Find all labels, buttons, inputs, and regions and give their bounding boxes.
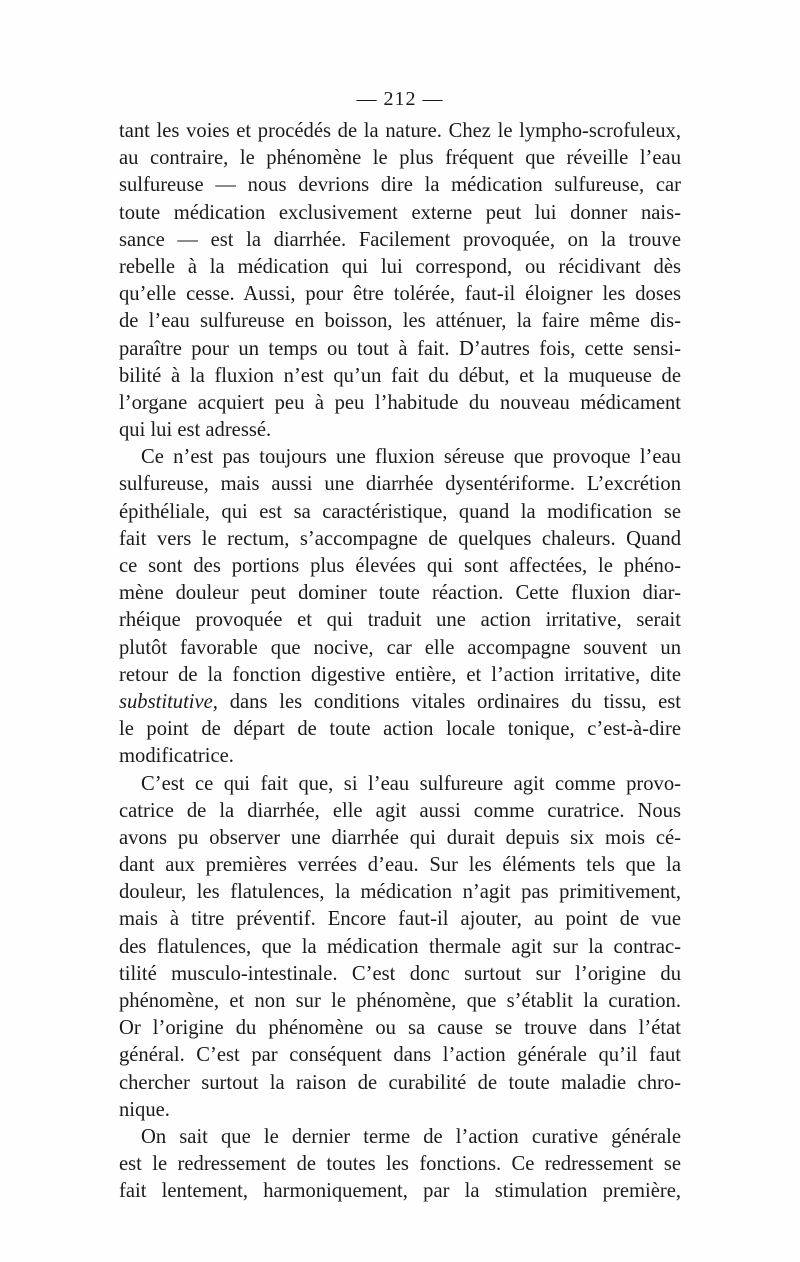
text-line [119,961,681,988]
line-text: paraître pour un temps ou tout à fait. D’autres fois, cette sensi- [119,337,681,360]
text-line [119,145,681,172]
line-text: modificatrice. [119,745,234,768]
text-line [119,607,681,634]
text-line [119,1097,681,1124]
line-text: tant les voies et procédés de la nature. Chez le lympho-scrofuleux, [119,120,681,142]
line-text: fait vers le rectum, s’accompagne de quelques chaleurs. Quand [119,527,681,550]
line-text: le point de départ de toute action locale tonique, c’est-à-dire [119,718,681,741]
text-line [119,1151,681,1178]
body-text [119,118,681,1206]
line-text: avons pu observer une diarrhée qui durait depuis six mois cé- [119,826,681,849]
text-line [119,471,681,498]
text-line [119,1015,681,1042]
text-line [119,172,681,199]
line-text: Ce n’est pas toujours une fluxion séreuse que provoque l’eau [141,446,681,469]
line-text: ce sont des portions plus élevées qui sont affectées, le phéno- [119,555,681,577]
line-text: qui lui est adressé. [119,419,272,442]
line-text: sulfureuse, mais aussi une diarrhée dysentériforme. L’excrétion [119,473,681,496]
line-text: On sait que le dernier terme de l’action curative générale [141,1125,681,1148]
text-line [119,308,681,335]
line-text: épithéliale, qui est sa caractéristique, quand la modification se [119,500,681,523]
text-line [119,852,681,879]
text-line [119,499,681,526]
text-line [119,662,681,689]
text-line [119,336,681,363]
text-line [119,254,681,281]
line-text: douleur, les flatulences, la médication n’agit pas primitivement, [119,881,681,904]
text-line [119,879,681,906]
text-line [119,1042,681,1069]
line-text: catrice de la diarrhée, elle agit aussi comme curatrice. Nous [119,799,681,822]
text-line [119,553,681,580]
text-line [119,281,681,308]
line-text: rhéique provoquée et qui traduit une action irritative, serait [119,609,681,632]
line-text: sulfureuse — nous devrions dire la médication sulfureuse, car [119,174,681,197]
line-text: sance — est la diarrhée. Facilement provoquée, on la trouve [119,228,681,251]
text-line [119,1124,681,1151]
line-text: dant aux premières verrées d’eau. Sur les éléments tels que la [119,854,681,877]
text-line [119,771,681,798]
line-text: est le redressement de toutes les fonctions. Ce redressement se [119,1153,681,1176]
text-line [119,118,681,145]
text-line [119,798,681,825]
line-text: rebelle à la médication qui lui correspond, ou récidivant dès [119,255,681,278]
line-text: l’organe acquiert peu à peu l’habitude du nouveau médicament [119,391,681,414]
line-text: qu’elle cesse. Aussi, pour être tolérée, faut-il éloigner les doses [119,283,681,306]
line-text: plutôt favorable que nocive, car elle accompagne souvent un [119,636,681,659]
line-text: nique. [119,1098,170,1121]
text-line [119,988,681,1015]
text-line [119,444,681,471]
line-text: dans les conditions vitales ordinaires du tissu, est [217,690,681,713]
text-line [119,200,681,227]
page-number: — 212 — [356,88,444,110]
text-line [119,417,681,444]
line-text: Or l’origine du phénomène ou sa cause se trouve dans l’état [119,1017,681,1040]
text-line [119,934,681,961]
text-line [119,363,681,390]
line-text: au contraire, le phénomène le plus fréquent que réveille l’eau [119,147,681,170]
text-line [119,743,681,770]
line-text: toute médication exclusivement externe peut lui donner nais- [119,201,681,224]
line-text: phénomène, et non sur le phénomène, que s’établit la curation. [119,990,681,1012]
text-line [119,390,681,417]
line-text: fait lentement, harmoniquement, par la stimulation première, [119,1180,681,1203]
line-text: mène douleur peut dominer toute réaction. Cette fluxion diar- [119,582,681,605]
line-text: de l’eau sulfureuse en boisson, les atténuer, la faire même dis- [119,310,681,333]
text-line [119,635,681,662]
line-text: tilité musculo-intestinale. C’est donc surtout sur l’origine du [119,962,681,985]
line-text: mais à titre préventif. Encore faut-il ajouter, au point de vue [119,908,681,931]
text-line [119,906,681,933]
line-text: bilité à la fluxion n’est qu’un fait du début, et la muqueuse de [119,364,681,387]
text-line [119,1070,681,1097]
text-line [119,526,681,553]
text-line [119,689,681,716]
text-line [119,716,681,743]
text-line [119,825,681,852]
italic-term: substitutive, [119,690,218,713]
text-line [119,227,681,254]
line-text: retour de la fonction digestive entière, et l’action irritative, dite [119,663,681,686]
line-text: général. C’est par conséquent dans l’action générale qu’il faut [119,1044,681,1067]
line-text: chercher surtout la raison de curabilité de toute maladie chro- [119,1071,681,1094]
line-text: des flatulences, que la médication thermale agit sur la contrac- [119,935,681,958]
line-text: C’est ce qui fait que, si l’eau sulfureure agit comme provo- [141,772,681,795]
text-line [119,1178,681,1205]
text-line [119,580,681,607]
